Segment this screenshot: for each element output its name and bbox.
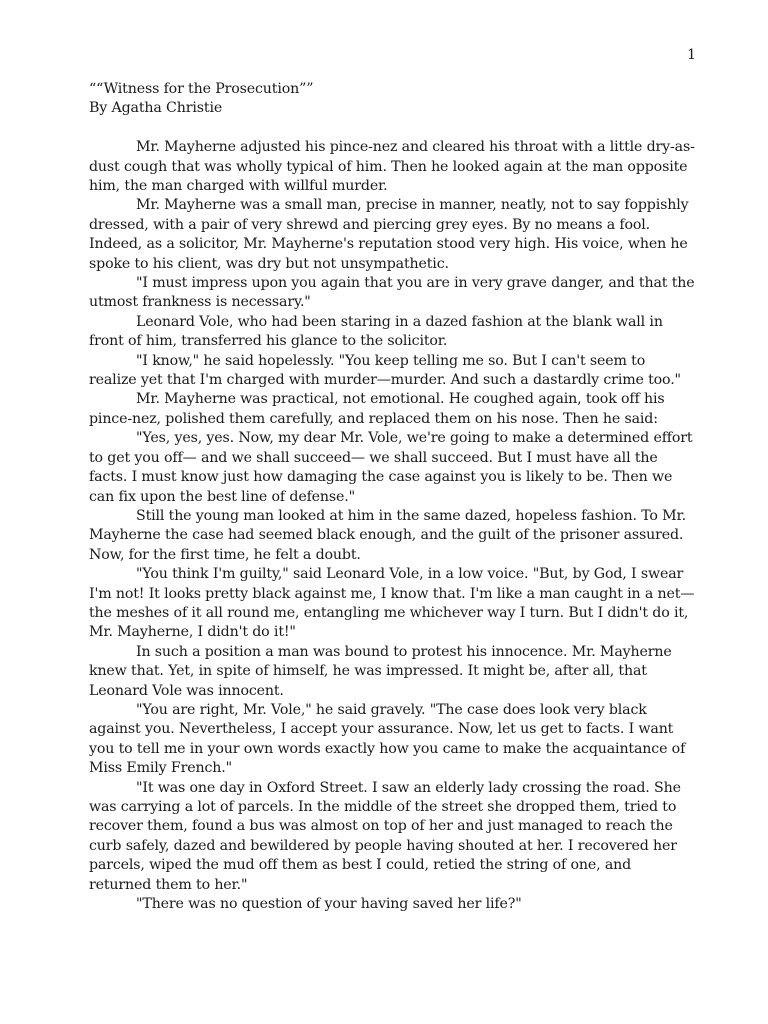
paragraph-1: Mr. Mayherne adjusted his pince-nez and cleared his throat with a little dry-as-dust cough that was wholly typical of him. Then he looked again at the man opposite him, the man charged with willful murder.	[89, 139, 695, 195]
paragraph-6: Mr. Mayherne was practical, not emotional. He coughed again, took off his pince-nez, polished them carefully, and replaced them on his nose. Then he said:	[89, 391, 665, 427]
paragraph-5: "I know," he said hopelessly. "You keep telling me so. But I can't seem to realize yet that I'm charged with murder—murder. And such a dastardly crime too."	[89, 352, 681, 389]
paragraph-8: Still the young man looked at him in the same dazed, hopeless fashion. To Mr. Mayherne the case had seemed black enough, and the guilt of the prisoner assured. Now, for the first time, he felt a doubt.	[89, 507, 686, 563]
page-number: 1	[687, 47, 696, 63]
heading-spacer	[89, 119, 696, 138]
paragraph-13: "There was no question of your having saved her life?"	[136, 896, 522, 913]
document-body	[89, 80, 696, 914]
paragraph-10: In such a position a man was bound to protest his innocence. Mr. Mayherne knew that. Yet, in spite of himself, he was impressed. It might be, after all, that Leonard Vole was innocent.	[89, 643, 672, 699]
paragraph-4: Leonard Vole, who had been staring in a dazed fashion at the blank wall in front of him, transferred his glance to the solicitor.	[89, 313, 663, 350]
paragraph-7: "Yes, yes, yes. Now, my dear Mr. Vole, we're going to make a determined effort to get you off— and we shall succeed— we shall succeed. But I must have all the facts. I must know just how damaging the case against you is likely to be. Then we can fix upon the best line of defense."	[89, 430, 693, 505]
paragraph-9: "You think I'm guilty," said Leonard Vole, in a low voice. "But, by God, I swear I'm not! It looks pretty black against me, I know that. I'm like a man caught in a net— the meshes of it all round me, entangling me whichever way I turn. But I didn't do it, Mr. Mayherne, I didn't do it!"	[89, 566, 695, 641]
paragraph-3: "I must impress upon you again that you are in very grave danger, and that the utmost frankness is necessary."	[89, 275, 695, 311]
paragraph-2: Mr. Mayherne was a small man, precise in manner, neatly, not to say foppishly dressed, with a pair of very shrewd and piercing grey eyes. By no means a fool. Indeed, as a solicitor, Mr. Mayherne's reputation stood very high. His voice, when he spoke to his client, was dry but not unsympathetic.	[89, 197, 689, 272]
story-title: ““Witness for the Prosecution””	[89, 81, 314, 97]
paragraph-11: "You are right, Mr. Vole," he said gravely. "The case does look very black against you. Nevertheless, I accept your assurance. Now, let us get to facts. I want you to tell me in your own words exactly how you came to make the acquaintance of Miss Emily French."	[89, 701, 686, 777]
story-author: By Agatha Christie	[89, 100, 223, 117]
paragraph-12: "It was one day in Oxford Street. I saw an elderly lady crossing the road. She was carrying a lot of parcels. In the middle of the street she dropped them, tried to recover them, found a bus was almost on top of her and just managed to reach the curb safely, dazed and bewildered by people having shouted at her. I recovered her parcels, wiped the mud off them as best I could, retied the string of one, and returned them to her."	[89, 779, 681, 893]
